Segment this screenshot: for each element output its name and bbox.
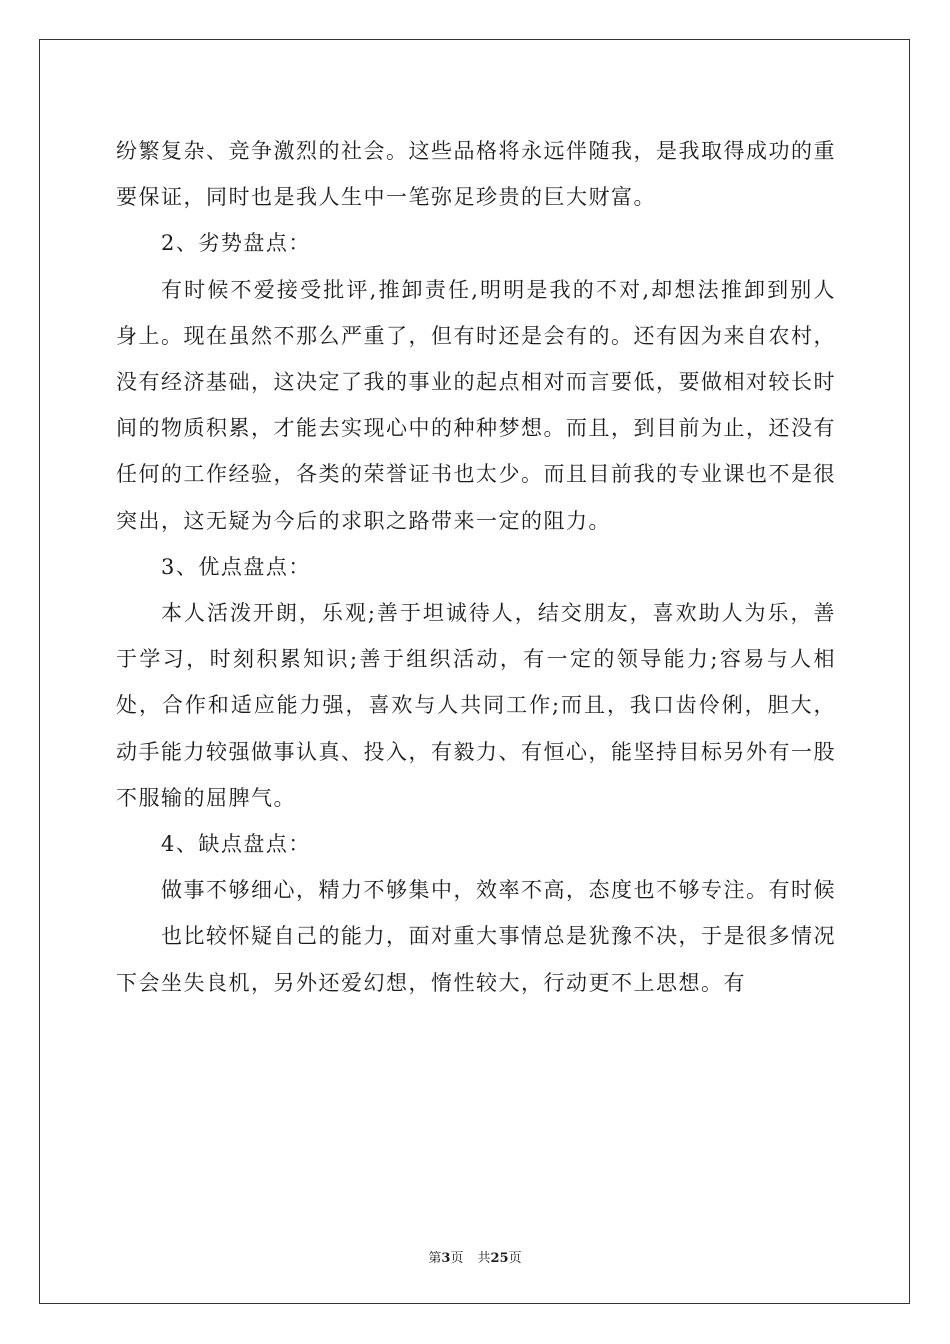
paragraph-weaknesses: 有时候不爱接受批评,推卸责任,明明是我的不对,却想法推卸到别人身上。现在虽然不那么严重了，但有时还是会有的。还有因为来自农村，没有经济基础，这决定了我的事业的起点相对而言要低，要做相对较长时间的物质积累，才能去实现心中的种种梦想。而且，到目前为止，还没有任何的工作经验，各类的荣誉证书也太少。而且目前我的专业课也不是很突出，这无疑为今后的求职之路带来一定的阻力。 — [116, 277, 836, 533]
footer-total-pages: 25 — [490, 1251, 509, 1266]
paragraph-shortcomings-2: 也比较怀疑自己的能力，面对重大事情总是犹豫不决，于是很多情况下会坐失良机，另外还爱幻想，惰性较大，行动更不上思想。有 — [116, 924, 836, 995]
footer-prefix: 第 — [428, 1251, 442, 1266]
page-footer — [0, 1247, 950, 1266]
footer-total-prefix: 共 — [477, 1251, 491, 1266]
heading-shortcomings: 4、缺点盘点： — [161, 832, 311, 857]
footer-total-suffix: 页 — [508, 1251, 522, 1266]
footer-page-suffix: 页 — [450, 1251, 464, 1266]
paragraph-1: 纷繁复杂、竞争激烈的社会。这些品格将永远伴随我，是我取得成功的重要保证，同时也是我人生中一笔弥足珍贵的巨大财富。 — [116, 139, 836, 210]
paragraph-shortcomings-1: 做事不够细心，精力不够集中，效率不高，态度也不够专注。有时候 — [161, 878, 836, 903]
footer-page-number: 3 — [441, 1251, 451, 1266]
document-body — [116, 128, 836, 1006]
heading-weaknesses: 2、劣势盘点： — [161, 231, 311, 256]
paragraph-strengths: 本人活泼开朗，乐观;善于坦诚待人，结交朋友，喜欢助人为乐，善于学习，时刻积累知识;善于组织活动，有一定的领导能力;容易与人相处，合作和适应能力强，喜欢与人共同工作;而且，我口齿伶俐，胆大，动手能力较强做事认真、投入，有毅力、有恒心，能坚持目标另外有一股不服输的屈脾气。 — [116, 601, 836, 810]
heading-strengths: 3、优点盘点： — [161, 554, 311, 579]
